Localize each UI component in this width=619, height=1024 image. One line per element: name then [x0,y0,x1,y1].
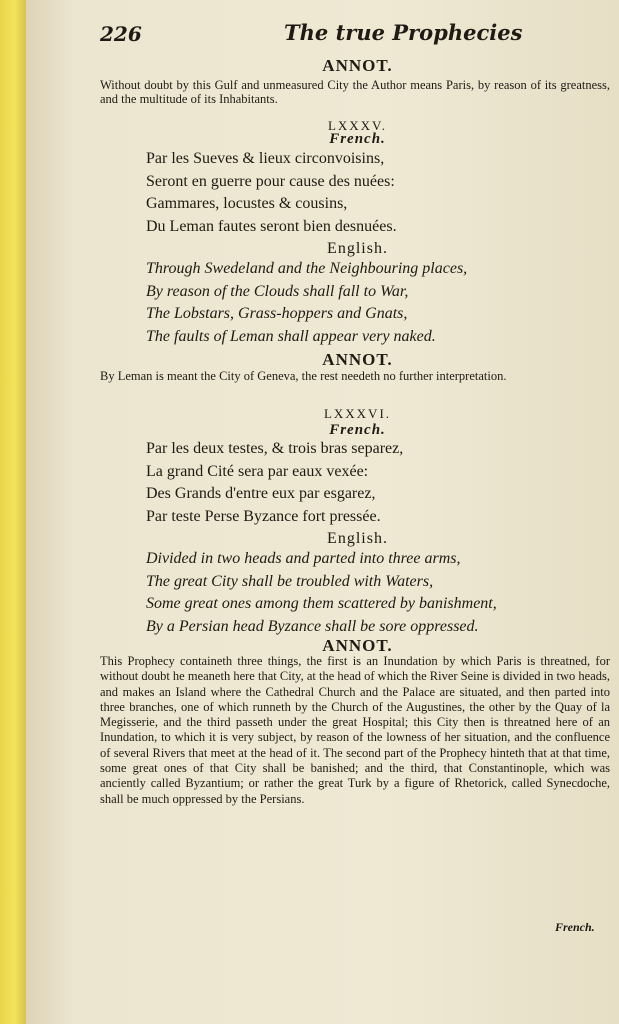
verse-line: Gammares, locustes & cousins, [146,195,348,212]
verse-line: The great City shall be troubled with Waters, [146,572,434,590]
english-label: English. [327,530,388,547]
page-number: 226 [100,22,142,46]
verse-line: Through Swedeland and the Neighbouring places, [146,260,468,277]
bleed-through [100,896,300,916]
annot-heading: ANNOT. [322,350,393,369]
english-label: English. [327,240,388,257]
english-verse [146,258,526,348]
annot-heading: ANNOT. [322,636,393,655]
catchword: French. [555,920,595,934]
verse-line: Divided in two heads and parted into three arms, [146,550,461,567]
verse-line: The Lobstars, Grass-hoppers and Gnats, [146,305,408,322]
annot-heading: ANNOT. [322,56,393,75]
verse-line: La grand Cité sera par eaux vexée: [146,462,369,480]
french-label: French. [329,131,386,147]
verse-line: By a Persian head Byzance shall be sore oppressed. [146,617,479,635]
verse-line: Par teste Perse Byzance fort pressée. [146,507,381,525]
verse-line: Par les deux testes, & trois bras separez, [146,440,404,457]
english-verse [146,548,526,638]
annot-text: This Prophecy containeth three things, the first is an Inundation by which Paris is threatned, for without doubt he meaneth here that City, at the head of which the River Seine is divided in two heads, and makes an Island where the Cathedral Church and the Palace are situated, and then parted into three branches, one of which runneth by the Church of the Augustines, the other by the Quay of la Megisserie, and the third passeth under the great Hospital; this City then is threatned here of an Inundation, to which it is very subject, by reason of the lowness of her situation, and the confluence of several Rivers that meet at the head of it. The second part of the Prophecy hinteth that at that time, some great ones of that City shall be banished; and the third, that Constantinople, which was anciently called Byzantium; or rather the great Turk by a figure of Rhetorick, called Synecdoche, shall be much oppressed by the Persians. [100,654,610,806]
french-verse [146,148,526,238]
annot-text: Without doubt by this Gulf and unmeasured City the Author means Paris, by reason of its greatness, and the multitude of its Inhabitants. [100,78,610,106]
stanza-number: LXXXV. [327,118,388,133]
annot-text: By Leman is meant the City of Geneva, the rest needeth no further interpretation. [100,369,507,383]
verse-line: Par les Sueves & lieux circonvoisins, [146,150,385,167]
verse-line: Seront en guerre pour cause des nuées: [146,172,395,190]
page-edge [0,0,26,1024]
french-label: French. [329,422,386,438]
verse-line: Some great ones among them scattered by banishment, [146,595,497,612]
verse-line: By reason of the Clouds shall fall to War, [146,282,409,300]
verse-line: Des Grands d'entre eux par esgarez, [146,485,376,502]
verse-line: The faults of Leman shall appear very naked. [146,327,436,345]
french-verse [146,438,526,528]
verse-line: Du Leman fautes seront bien desnuées. [146,217,397,235]
running-title: The true Prophecies [284,20,523,45]
page-header [100,20,610,50]
stanza-number: LXXXVI. [323,406,392,421]
